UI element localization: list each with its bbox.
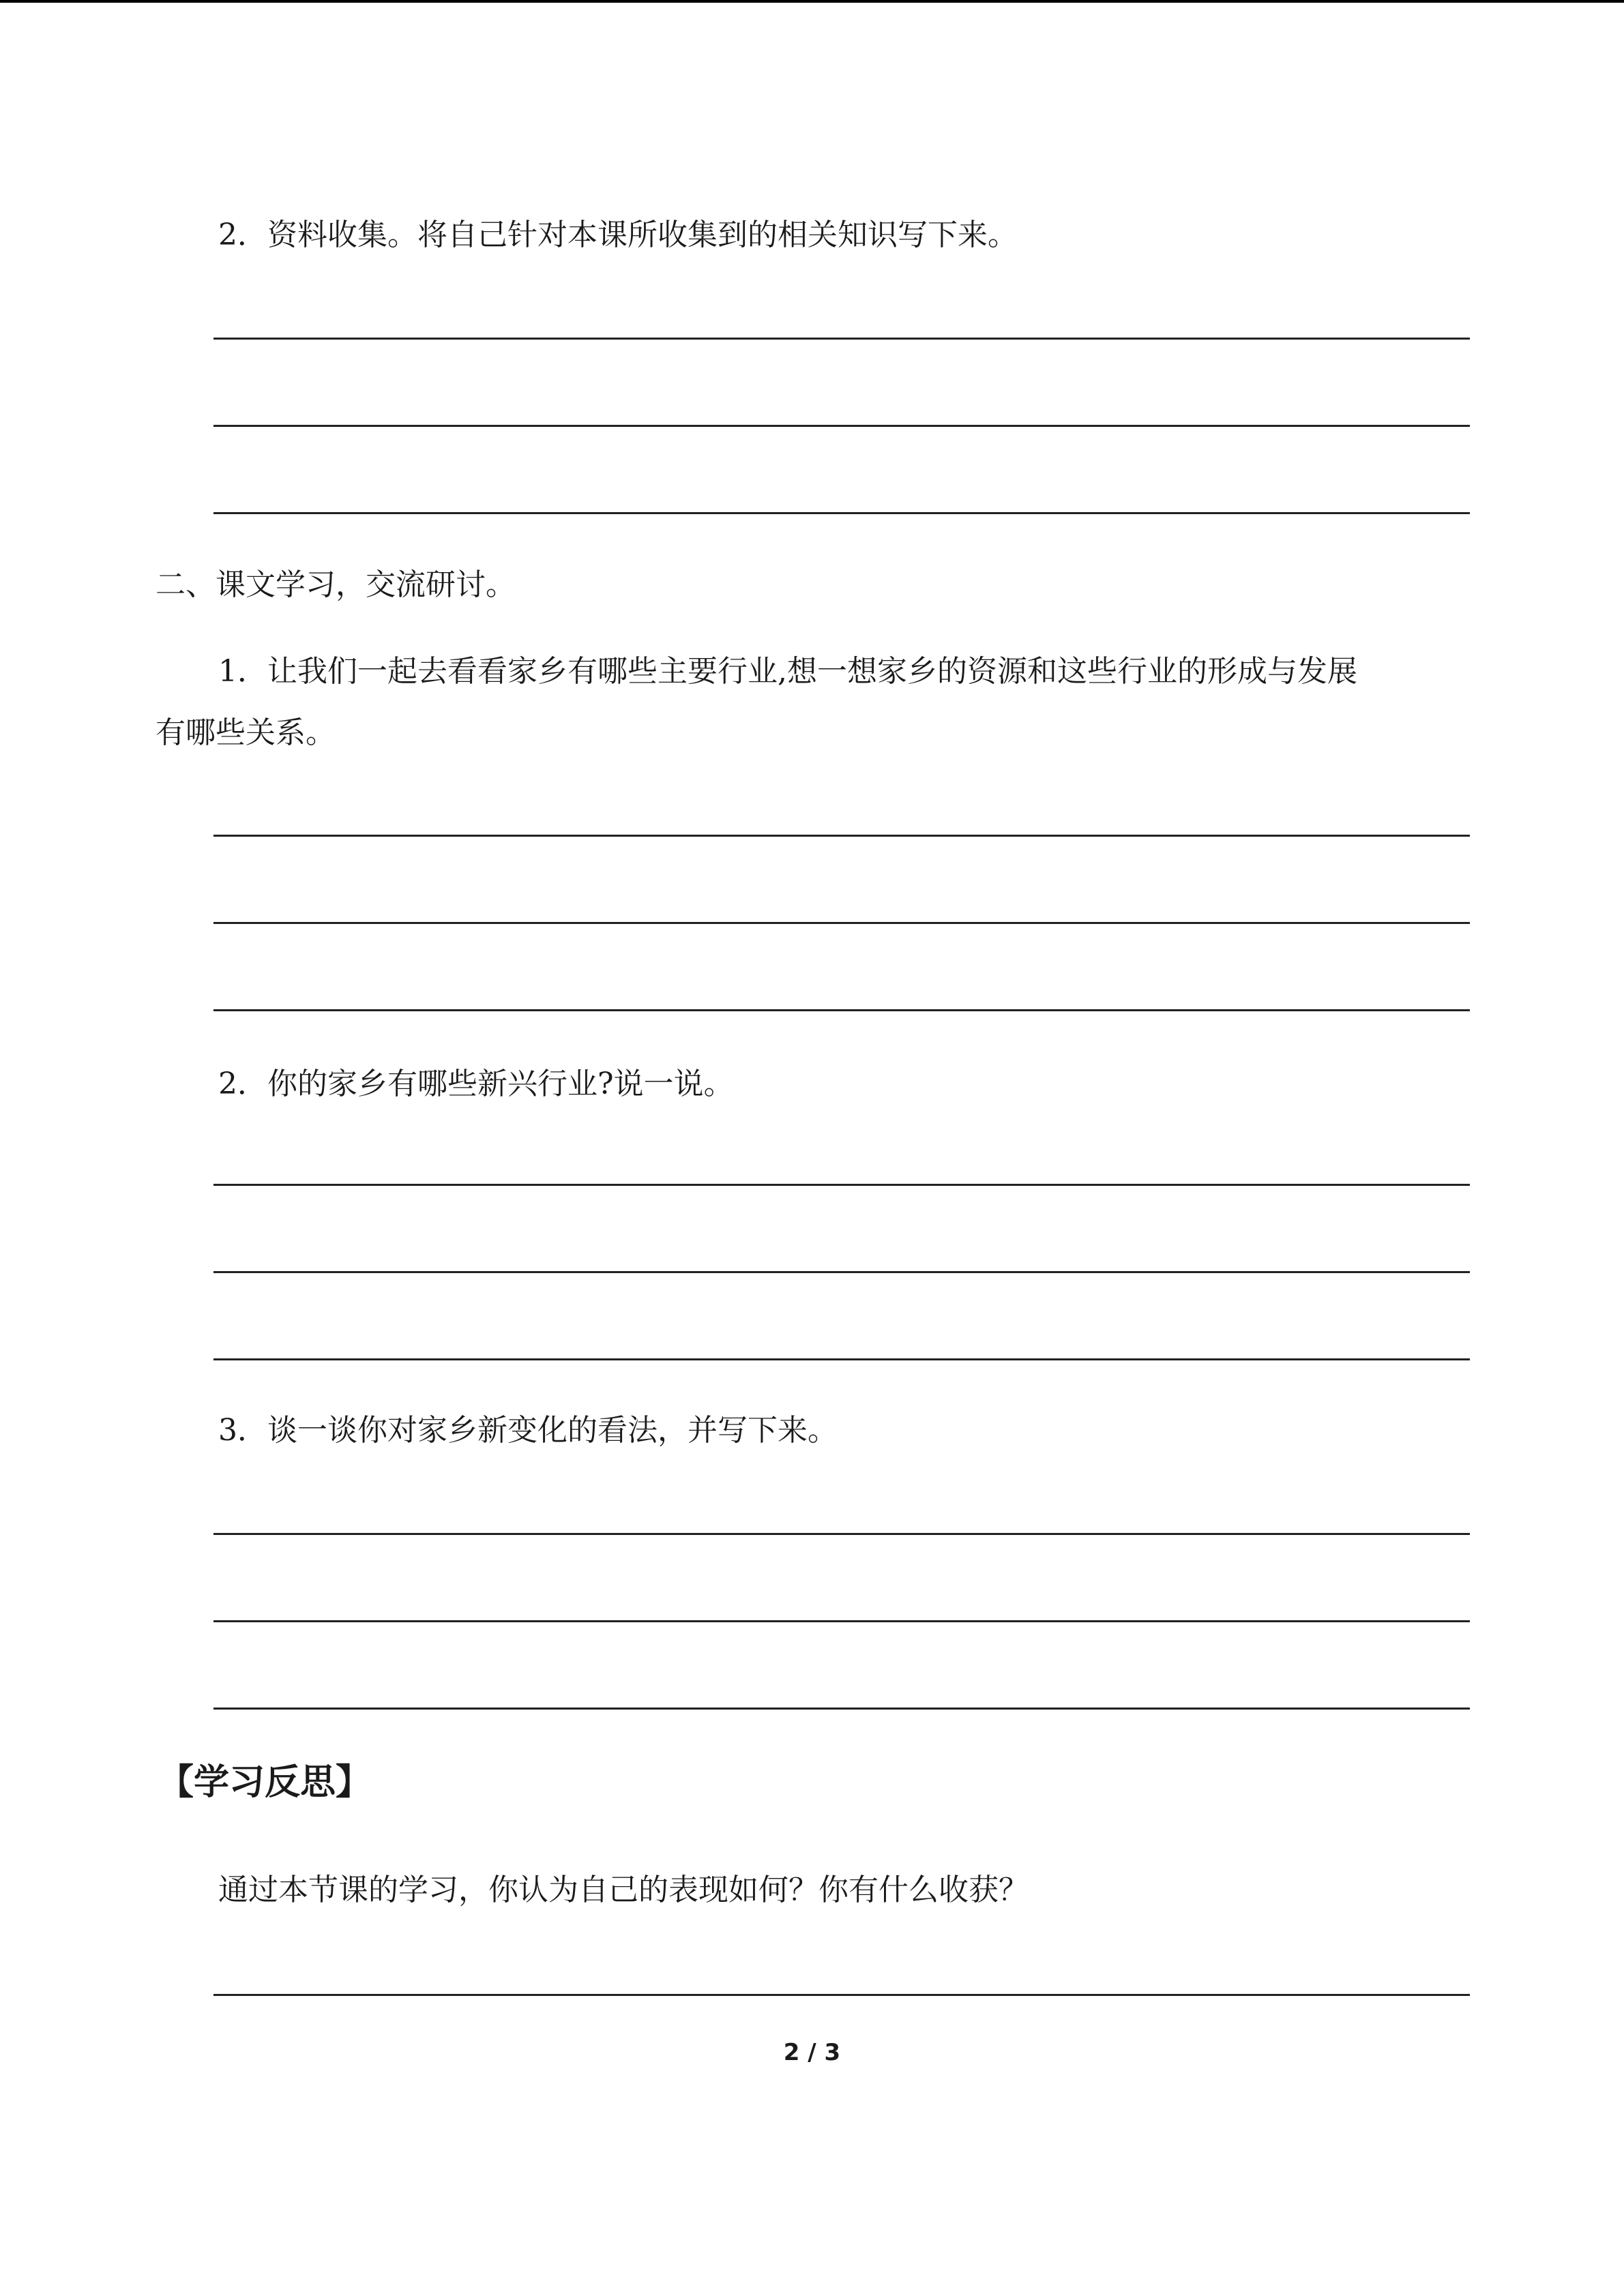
answer-line	[213, 1620, 1470, 1622]
page-number: 2 / 3	[783, 2039, 841, 2066]
page-top-border	[0, 0, 1624, 3]
section-2-question-1-line-2: 有哪些关系。	[156, 715, 336, 750]
reflection-heading: 【学习反思】	[158, 1762, 372, 1803]
answer-line	[213, 922, 1470, 924]
answer-line	[213, 1708, 1470, 1710]
answer-line	[213, 1009, 1470, 1011]
answer-line	[213, 338, 1470, 340]
question-2-material-collection: 2．资料收集。将自己针对本课所收集到的相关知识写下来。	[218, 218, 1018, 252]
answer-line	[213, 512, 1470, 514]
section-2-question-1-line-1: 1．让我们一起去看看家乡有哪些主要行业,想一想家乡的资源和这些行业的形成与发展	[218, 654, 1357, 689]
section-2-title: 二、课文学习，交流研讨。	[156, 567, 516, 602]
section-2-question-2: 2．你的家乡有哪些新兴行业?说一说。	[218, 1067, 734, 1101]
answer-line	[213, 835, 1470, 837]
reflection-prompt: 通过本节课的学习，你认为自己的表现如何？你有什么收获？	[218, 1873, 1029, 1907]
section-2-question-3: 3．谈一谈你对家乡新变化的看法，并写下来。	[218, 1413, 838, 1448]
answer-line	[213, 1994, 1470, 1996]
answer-line	[213, 425, 1470, 427]
answer-line	[213, 1358, 1470, 1360]
answer-line	[213, 1184, 1470, 1186]
answer-line	[213, 1533, 1470, 1535]
answer-line	[213, 1271, 1470, 1273]
